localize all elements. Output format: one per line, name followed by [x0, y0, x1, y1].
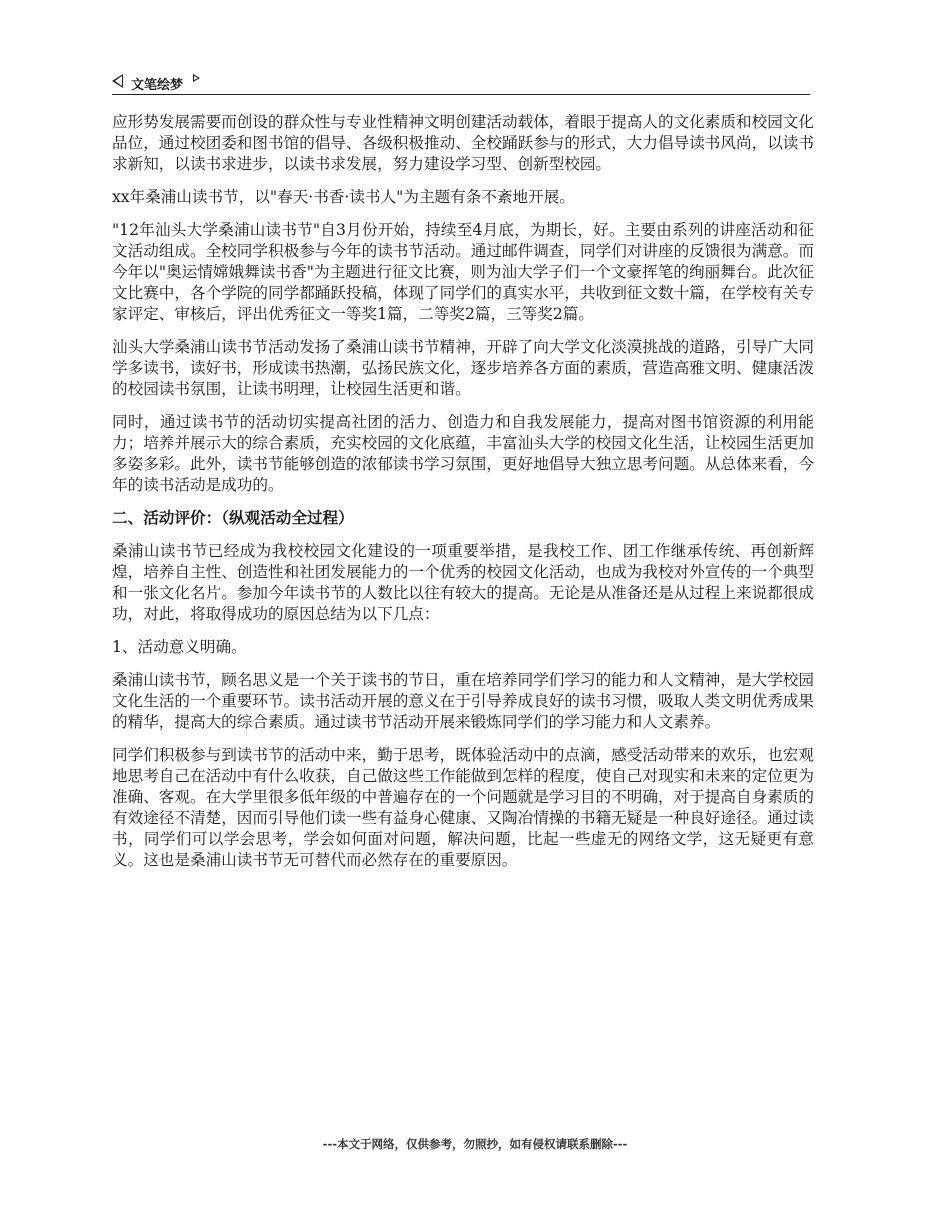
paragraph: 同学们积极参与到读书节的活动中来，勤于思考，既体验活动中的点滴，感受活动带来的欢乐，也宏观地思考自己在活动中有什么收获，自己做这些工作能做到怎样的程度，使自己对现实和未来的定位更为准确、客观。在大学里很多低年级的中普遍存在的一个问题就是学习目的不明确，对于提高自身素质的有效途径不清楚，因而引导他们读一些有益身心健康、又陶冶情操的书籍无疑是一种良好途径。通过读书，同学们可以学会思考，学会如何面对问题，解决问题，比起一些虚无的网络文学，这无疑更有意义。这也是桑浦山读书节无可替代而必然存在的重要原因。: [112, 746, 814, 869]
list-point: 1、活动意义明确。: [112, 638, 247, 656]
page-header: [112, 72, 810, 95]
page-footer: ---本文于网络，仅供参考，勿照抄，如有侵权请联系删除---: [322, 1137, 628, 1151]
paragraph: 同时，通过读书节的活动切实提高社团的活力、创造力和自我发展能力，提高对图书馆资源的利用能力；培养并展示大的综合素质，充实校园的文化底蕴，丰富汕头大学的校园文化生活，让校园生活更加多姿多彩。此外，读书节能够创造的浓郁读书学习氛围，更好地倡导大独立思考问题。从总体来看，今年的读书活动是成功的。: [112, 413, 814, 494]
paragraph: 汕头大学桑浦山读书节活动发扬了桑浦山读书节精神，开辟了向大学文化淡漠挑战的道路，引导广大同学多读书，读好书，形成读书热潮，弘扬民族文化，逐步培养各方面的素质，营造高雅文明、健康活泼的校园读书氛围，让读书明理，让校园生活更和谐。: [112, 338, 814, 398]
triangle-right-outline-icon: [193, 74, 200, 82]
header-title: 文笔绘梦: [131, 77, 184, 93]
paragraph: 桑浦山读书节，顾名思义是一个关于读书的节日，重在培养同学们学习的能力和人文精神，是大学校园文化生活的一个重要环节。读书活动开展的意义在于引导养成良好的读书习惯，吸取人类文明优秀成果的精华，提高大的综合素质。通过读书节活动开展来锻炼同学们的学习能力和人文素养。: [112, 671, 814, 731]
paragraph: 应形势发展需要而创设的群众性与专业性精神文明创建活动载体，着眼于提高人的文化素质和校园文化品位，通过校团委和图书馆的倡导、各级积极推动、全校踊跃参与的形式，大力倡导读书风尚，以读书求新知，以读书求进步，以读书求发展，努力建设学习型、创新型校园。: [112, 113, 814, 173]
paragraph: "12年汕头大学桑浦山读书节"自3月份开始，持续至4月底，为期长，好。主要由系列的讲座活动和征文活动组成。全校同学积极参与今年的读书节活动。通过邮件调查，同学们对讲座的反馈很为满意。而今年以"奥运情嫦娥舞读书香"为主题进行征文比赛，则为汕大学子们一个文豪挥笔的绚丽舞台。此次征文比赛中，各个学院的同学都踊跃投稿，体现了同学们的真实水平，共收到征文数十篇，在学校有关专家评定、审核后，评出优秀征文一等奖1篇，二等奖2篇，三等奖2篇。: [112, 221, 814, 323]
section-heading: 二、活动评价：（纵观活动全过程）: [112, 509, 354, 527]
document-body: [112, 112, 814, 883]
triangle-left-outline-icon: [112, 74, 123, 88]
paragraph: 桑浦山读书节已经成为我校校园文化建设的一项重要举措，是我校工作、团工作继承传统、再创新辉煌，培养自主性、创造性和社团发展能力的一个优秀的校园文化活动，也成为我校对外宣传的一个典型和一张文化名片。参加今年读书节的人数比以往有较大的提高。无论是从准备还是从过程上来说都很成功，对此，将取得成功的原因总结为以下几点：: [112, 542, 814, 623]
paragraph: xx年桑浦山读书节，以"春天·书香·读书人"为主题有条不紊地开展。: [112, 188, 575, 206]
